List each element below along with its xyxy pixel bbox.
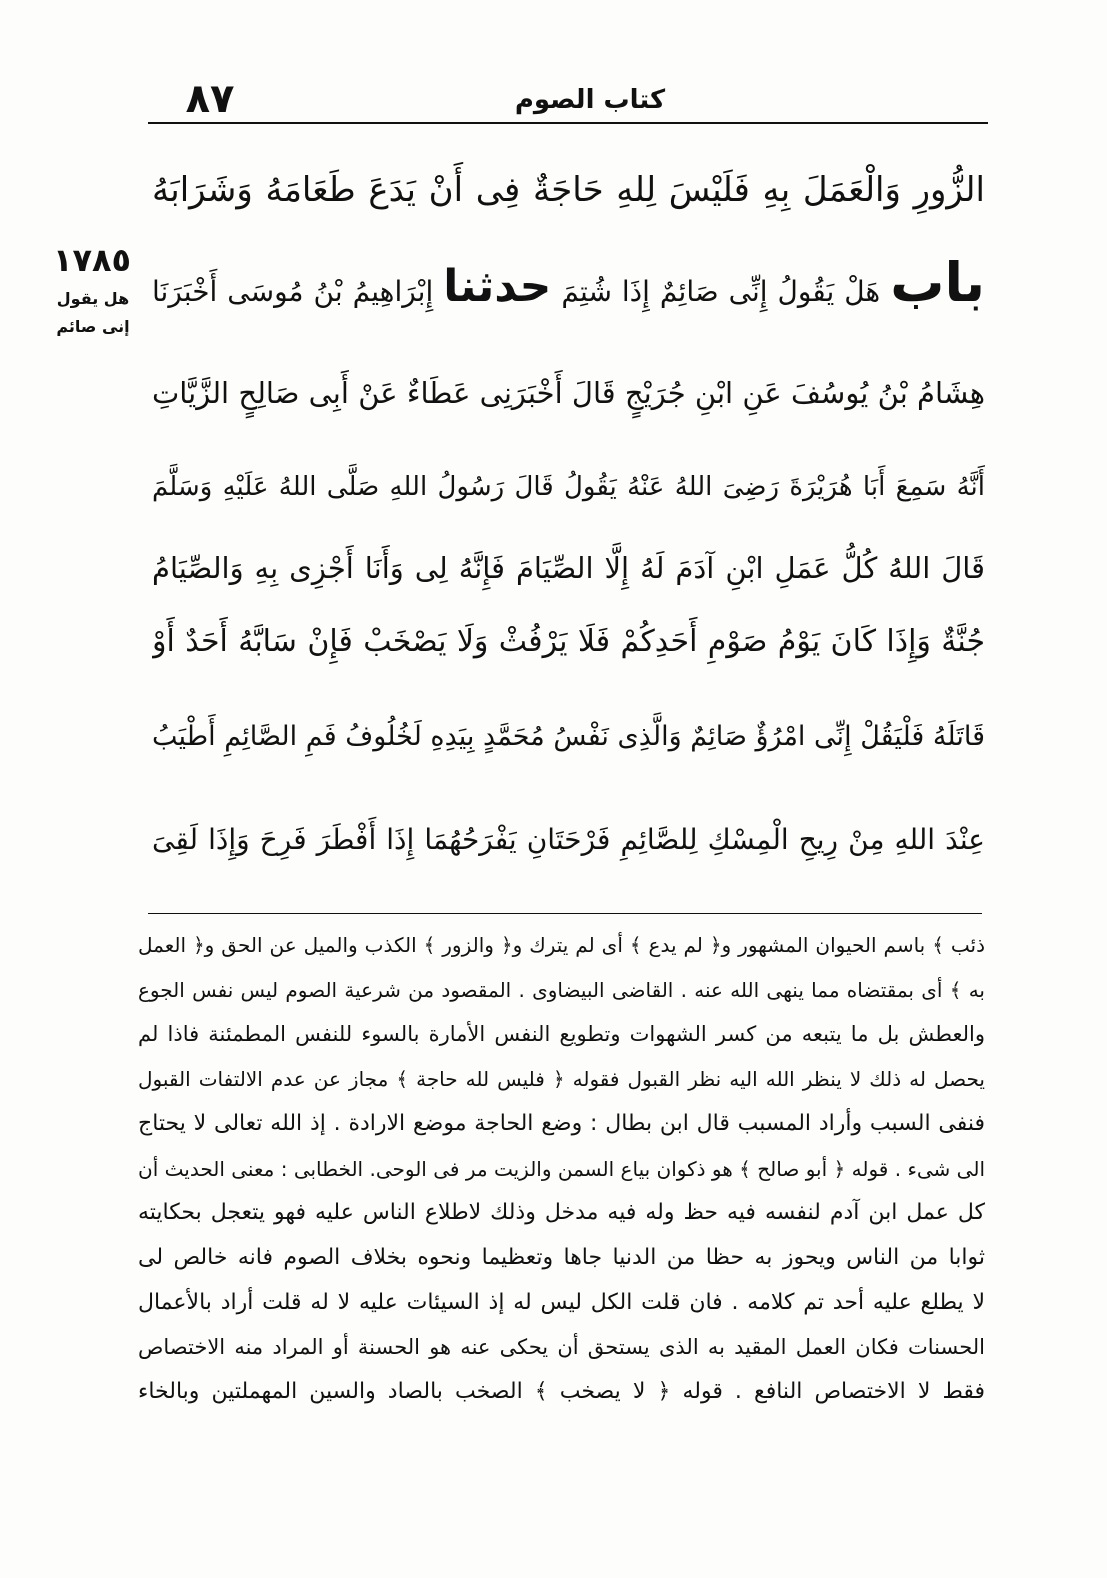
haddathana-label: حدثنا — [443, 261, 552, 312]
book-title: كتاب الصوم — [514, 85, 666, 115]
chapter-bab-label: باب — [890, 251, 985, 314]
main-text-line: أَنَّهُ سَمِعَ أَبَا هُرَيْرَةَ رَضِىَ اللهُ عَنْهُ يَقُولُ قَالَ رَسُولُ اللهِ صَلَّى اللهُ عَلَيْهِ وَسَلَّمَ — [152, 472, 985, 502]
footnote-line: فقط لا الاختصاص النافع . قوله ﴿ لا يصخب ﴾ الصخب بالصاد والسين المهملتين وبالخاء — [138, 1379, 985, 1405]
margin-note-line: إنى صائم — [56, 317, 130, 336]
page-number: ٨٧ — [185, 76, 235, 122]
footnote-line: لا يطلع عليه أحد تم كلامه . فان قلت الكل ليس له إذ السيئات عليه لا له قلت أراد بالأعمال — [138, 1289, 985, 1315]
chapter-heading-line — [152, 243, 985, 332]
footnote-line: فنفى السبب وأراد المسبب قال ابن بطال : وضع الحاجة موضع الارادة . إذ الله تعالى لا يحتاج — [138, 1110, 985, 1136]
main-text-line: هِشَامُ بْنُ يُوسُفَ عَنِ ابْنِ جُرَيْجٍ قَالَ أَخْبَرَنِى عَطَاءٌ عَنْ أَبِى صَالِحٍ الزَّيَّاتِ — [152, 376, 985, 410]
footnote-line: والعطش بل ما يتبعه من كسر الشهوات وتطويع النفس الأمارة بالسوء للنفس المطمئنة فاذا لم — [138, 1022, 985, 1047]
margin-note-line: هل يقول — [56, 289, 130, 308]
footnote-line: كل عمل ابن آدم لنفسه فيه حظ وله فيه مدخل وذلك لاطلاع الناس عليه فهو يتعجل بحكايته — [138, 1200, 985, 1226]
footnote-line: ذئب ﴾ باسم الحيوان المشهور و﴿ لم يدع ﴾ أى لم يترك و﴿ والزور ﴾ الكذب والميل عن الحق و﴿ العمل — [138, 933, 985, 957]
footnote-rule — [148, 913, 982, 914]
main-text-line: قَالَ اللهُ كُلُّ عَمَلِ ابْنِ آدَمَ لَهُ إِلَّا الصِّيَامَ فَإِنَّهُ لِى وَأَنَا أَجْزِى بِهِ وَالصِّيَامُ — [152, 551, 985, 585]
hadith-number: ١٧٨٥ — [52, 241, 132, 279]
footnote-line: يحصل له ذلك لا ينظر الله اليه نظر القبول فقوله ﴿ فليس لله حاجة ﴾ مجاز عن عدم الالتفات القبول — [138, 1067, 985, 1092]
footnotes — [138, 923, 985, 1415]
chapter-narrator: إِبْرَاهِيمُ بْنُ مُوسَى أَخْبَرَنَا — [152, 275, 434, 308]
footnote-line: الحسنات فكان العمل المقيد به الذى يستحق أن يحكى عنه هو الحسنة أو المراد منه الاختصاص — [138, 1335, 985, 1360]
footnote-line: به ﴾ أى بمقتضاه مما ينهى الله عنه . القاضى البيضاوى . المقصود من شرعية الصوم ليس نفس الجوع — [138, 977, 985, 1002]
main-text-line: عِنْدَ اللهِ مِنْ رِيحِ الْمِسْكِ لِلصَّائِمِ فَرْحَتَانِ يَفْرَحُهُمَا إِذَا أَفْطَرَ فَرِحَ وَإِذَا لَقِىَ — [152, 823, 985, 856]
main-text-line: جُنَّةٌ وَإِذَا كَانَ يَوْمُ صَوْمِ أَحَدِكُمْ فَلَا يَرْفُثْ وَلَا يَصْخَبْ فَإِنْ سَابَّهُ أَحَدٌ أَوْ — [152, 624, 985, 659]
chapter-title: هَلْ يَقُولُ إِنِّى صَائِمٌ إِذَا شُتِمَ — [561, 275, 881, 308]
footnote-line: الى شىء . قوله ﴿ أبو صالح ﴾ هو ذكوان بياع السمن والزيت مر فى الوحى. الخطابى : معنى الحديث أن — [138, 1156, 985, 1181]
main-text-line: الزُّورِ وَالْعَمَلَ بِهِ فَلَيْسَ لِلهِ حَاجَةٌ فِى أَنْ يَدَعَ طَعَامَهُ وَشَرَابَهُ — [152, 170, 985, 210]
header-rule — [148, 122, 988, 124]
footnote-line: ثوابا من الناس ويحوز به حظا من الدنيا جاها وتعظيما ونحوه بخلاف الصوم فانه خالص لى — [138, 1244, 985, 1270]
main-text-line: قَاتَلَهُ فَلْيَقُلْ إِنِّى امْرُؤٌ صَائِمٌ وَالَّذِى نَفْسُ مُحَمَّدٍ بِيَدِهِ لَخُلُوفُ فَمِ الصَّائِمِ أَطْيَبُ — [152, 721, 985, 752]
